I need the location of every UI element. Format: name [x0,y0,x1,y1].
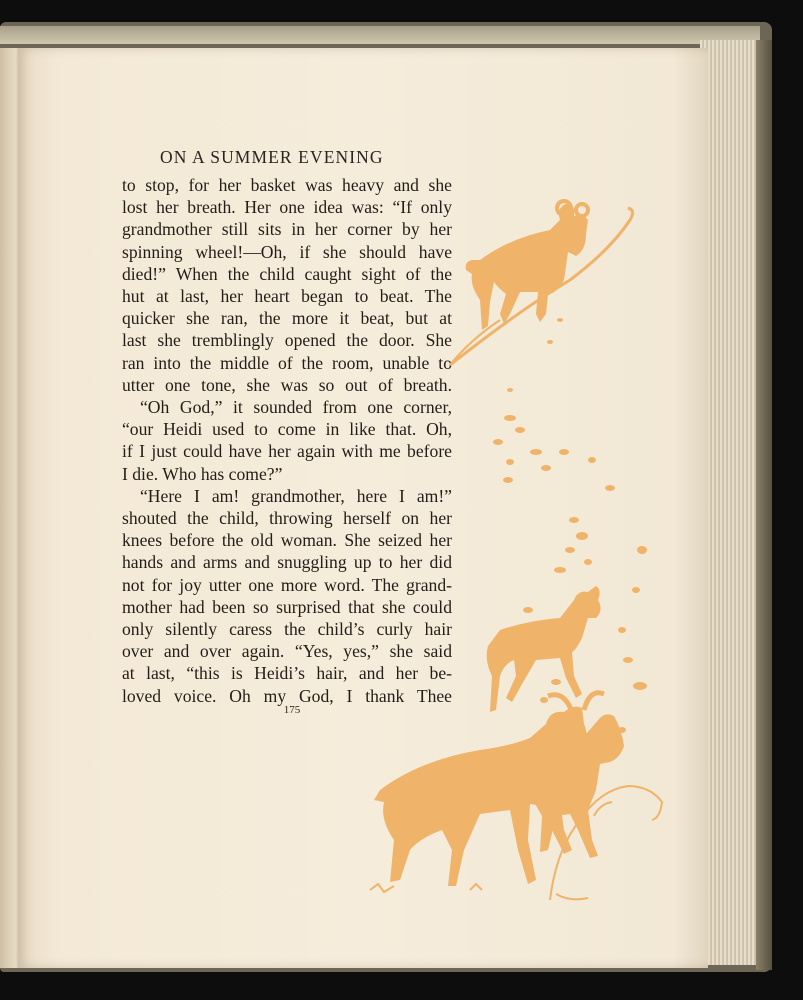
page-stack-edge [700,40,762,965]
text-line: loved voice. Oh my God, I thank Thee [122,685,452,706]
text-line: not for joy utter one more word. The grand- [122,574,452,595]
text-line: at last, “this is Heidi’s hair, and her be- [122,663,452,684]
goats-descending-mountain-path-icon [360,190,680,910]
text-line: mother had been so surprised that she could [122,596,452,617]
text-line: knees before the old woman. She seized her [122,530,452,551]
text-line: if I just could have her again with me before [122,441,452,462]
text-line: lost her breath. Her one idea was: “If only [122,197,452,218]
cover-top-edge [0,26,760,44]
text-line: quicker she ran, the more it beat, but at [122,308,452,329]
text-line: hands and arms and snuggling up to her did [122,552,452,573]
text-line: utter one tone, she was so out of breath. [122,374,452,395]
text-line: “Here I am! grandmother, here I am!” [140,485,452,506]
text-line: over and over again. “Yes, yes,” she said [122,641,452,662]
text-line: hut at last, her heart began to beat. The [122,286,452,307]
spine-shadow [756,40,772,970]
text-line: to stop, for her basket was heavy and she [122,175,452,195]
text-line: ran into the middle of the room, unable to [122,352,452,373]
text-line: spinning wheel!—Oh, if she should have [122,241,452,262]
goats-illustration [360,190,680,910]
text-line: shouted the child, throwing herself on her [122,508,452,529]
text-line: I die. Who has come?” [122,463,283,484]
running-head: ON A SUMMER EVENING [160,147,384,167]
text-line: died!” When the child caught sight of the [122,263,452,284]
text-line: only silently caress the child’s curly hair [122,619,452,640]
text-line: “Oh God,” it sounded from one corner, [140,397,452,418]
text-line: last she tremblingly opened the door. She [122,330,452,351]
page-number: 175 [283,704,301,716]
text-line: grandmother still sits in her corner by her [122,219,452,240]
text-line: “our Heidi used to come in like that. Oh, [122,419,452,440]
